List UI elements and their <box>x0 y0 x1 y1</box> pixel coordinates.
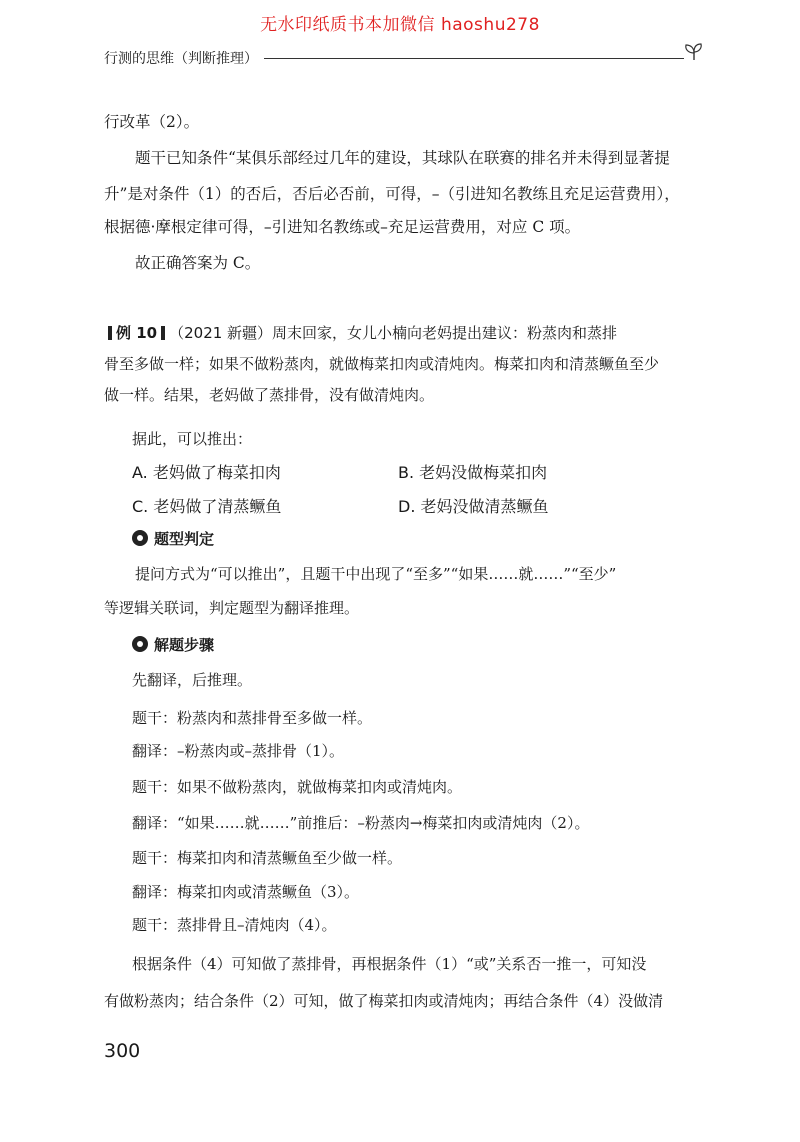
bar-mark <box>108 326 112 340</box>
page-number: 300 <box>104 1040 141 1062</box>
example-block <box>104 318 696 411</box>
sprout-icon <box>682 42 706 62</box>
option-a: A. 老妈做了梅菜扣肉 <box>132 463 281 482</box>
paragraph: 题干已知条件“某俱乐部经过几年的建设，其球队在联赛的排名并未得到显著提 <box>135 149 670 167</box>
step-line: 翻译：–粉蒸肉或–蒸排骨（1）。 <box>132 742 345 760</box>
section-title: 解题步骤 <box>154 636 215 654</box>
step-line: 题干：梅菜扣肉和清蒸鳜鱼至少做一样。 <box>132 849 403 867</box>
step-line: 题干：粉蒸肉和蒸排骨至多做一样。 <box>132 709 373 727</box>
section-title: 题型判定 <box>154 530 215 548</box>
question-text: 据此，可以推出： <box>132 430 253 448</box>
example-line: 做一样。结果，老妈做了蒸排骨，没有做清炖肉。 <box>104 386 435 404</box>
watermark-text: 无水印纸质书本加微信 haoshu278 <box>260 15 540 35</box>
option-c: C. 老妈做了清蒸鳜鱼 <box>132 497 282 516</box>
example-line <box>104 318 696 349</box>
step-line: 翻译：“如果……就……”前推后：–粉蒸肉→梅菜扣肉或清炖肉（2）。 <box>132 814 590 832</box>
bar-mark <box>161 326 165 340</box>
paragraph: 升”是对条件（1）的否后，否后必否前，可得，–（引进知名教练且充足运营费用）， <box>104 185 680 203</box>
example-tag: 例 10 <box>116 324 158 342</box>
option-d: D. 老妈没做清蒸鳜鱼 <box>398 497 549 516</box>
bullet-icon <box>132 530 148 546</box>
running-header <box>104 48 704 70</box>
step-line: 翻译：梅菜扣肉或清蒸鳜鱼（3）。 <box>132 883 360 901</box>
step-line: 题干：蒸排骨且–清炖肉（4）。 <box>132 916 337 934</box>
header-rule <box>264 58 684 59</box>
example-line: 骨至多做一样；如果不做粉蒸肉，就做梅菜扣肉或清炖肉。梅菜扣肉和清蒸鳜鱼至少 <box>104 355 660 373</box>
paragraph: 故正确答案为 C。 <box>135 254 261 272</box>
bullet-icon <box>132 636 148 652</box>
paragraph: 根据德·摩根定律可得，–引进知名教练或–充足运营费用，对应 C 项。 <box>104 218 581 236</box>
paragraph: 提问方式为“可以推出”，且题干中出现了“至多”“如果……就……”“至少” <box>135 565 617 583</box>
paragraph: 有做粉蒸肉；结合条件（2）可知，做了梅菜扣肉或清炖肉；再结合条件（4）没做清 <box>104 992 664 1010</box>
step-line: 先翻译，后推理。 <box>132 671 253 689</box>
paragraph: 等逻辑关联词，判定题型为翻译推理。 <box>104 599 360 617</box>
example-text: （2021 新疆）周末回家，女儿小楠向老妈提出建议：粉蒸肉和蒸排 <box>169 324 618 342</box>
section-heading <box>132 634 214 655</box>
header-title: 行测的思维（判断推理） <box>104 51 258 67</box>
paragraph: 行改革（2）。 <box>104 113 200 131</box>
step-line: 题干：如果不做粉蒸肉，就做梅菜扣肉或清炖肉。 <box>132 778 463 796</box>
section-heading <box>132 528 214 549</box>
paragraph: 根据条件（4）可知做了蒸排骨，再根据条件（1）“或”关系否一推一，可知没 <box>132 955 647 973</box>
option-b: B. 老妈没做梅菜扣肉 <box>398 463 548 482</box>
